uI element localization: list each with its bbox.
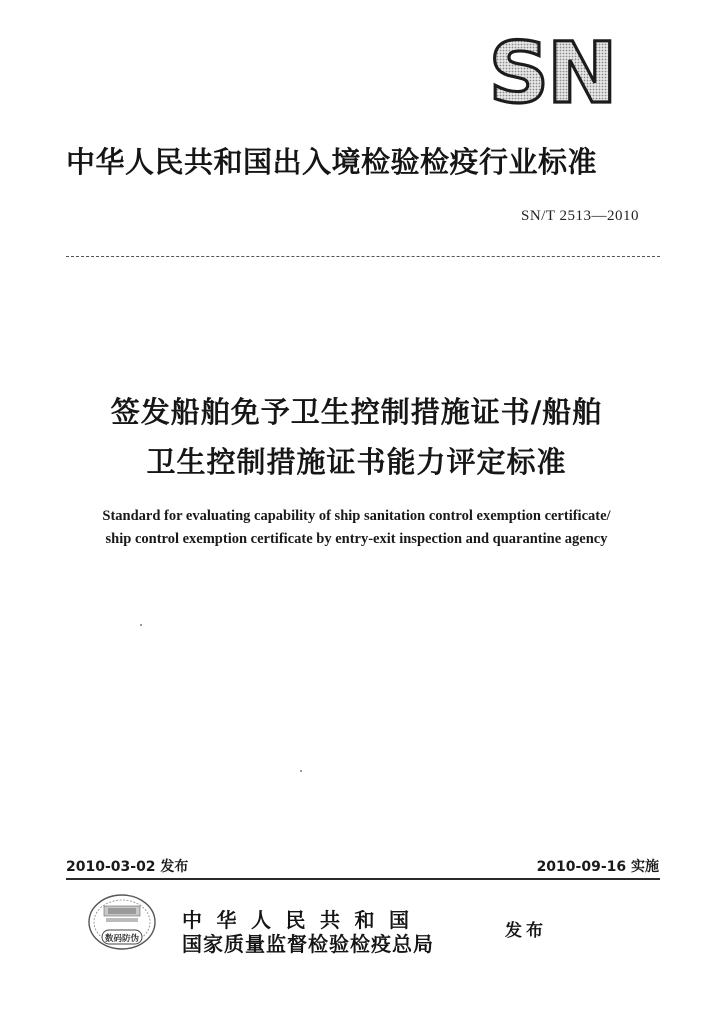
issue-date: 2010-03-02 发布 — [66, 859, 189, 875]
title-zh-line1: 签发船舶免予卫生控制措施证书/船舶 — [110, 395, 603, 429]
scan-speck — [300, 770, 302, 772]
title-en-line2: ship control exemption certificate by entry-exit inspection and quarantine agency — [105, 531, 608, 547]
footer-divider — [66, 878, 660, 880]
svg-text:数码防伪: 数码防伪 — [104, 934, 140, 944]
title-en-line1: Standard for evaluating capability of ship sanitation control exemption certificate/ — [102, 508, 611, 524]
standard-code: SN/T 2513—2010 — [521, 208, 639, 224]
publisher-country: 中华人民共和国 — [182, 908, 424, 932]
implementation-date: 2010-09-16 实施 — [536, 859, 659, 875]
title-zh-line2: 卫生控制措施证书能力评定标准 — [146, 445, 567, 479]
svg-text:SN: SN — [488, 34, 616, 110]
anti-counterfeit-seal — [86, 892, 158, 956]
scan-speck — [140, 624, 142, 626]
sn-logo — [478, 34, 626, 110]
publisher-agency: 国家质量监督检验检疫总局 — [182, 932, 434, 956]
sn-logo-graphic — [478, 34, 626, 110]
seal-graphic — [86, 892, 158, 956]
industry-standard-title: 中华人民共和国出入境检验检疫行业标准 — [66, 145, 598, 179]
header-divider — [66, 256, 660, 257]
publisher-suffix: 发布 — [505, 921, 547, 941]
